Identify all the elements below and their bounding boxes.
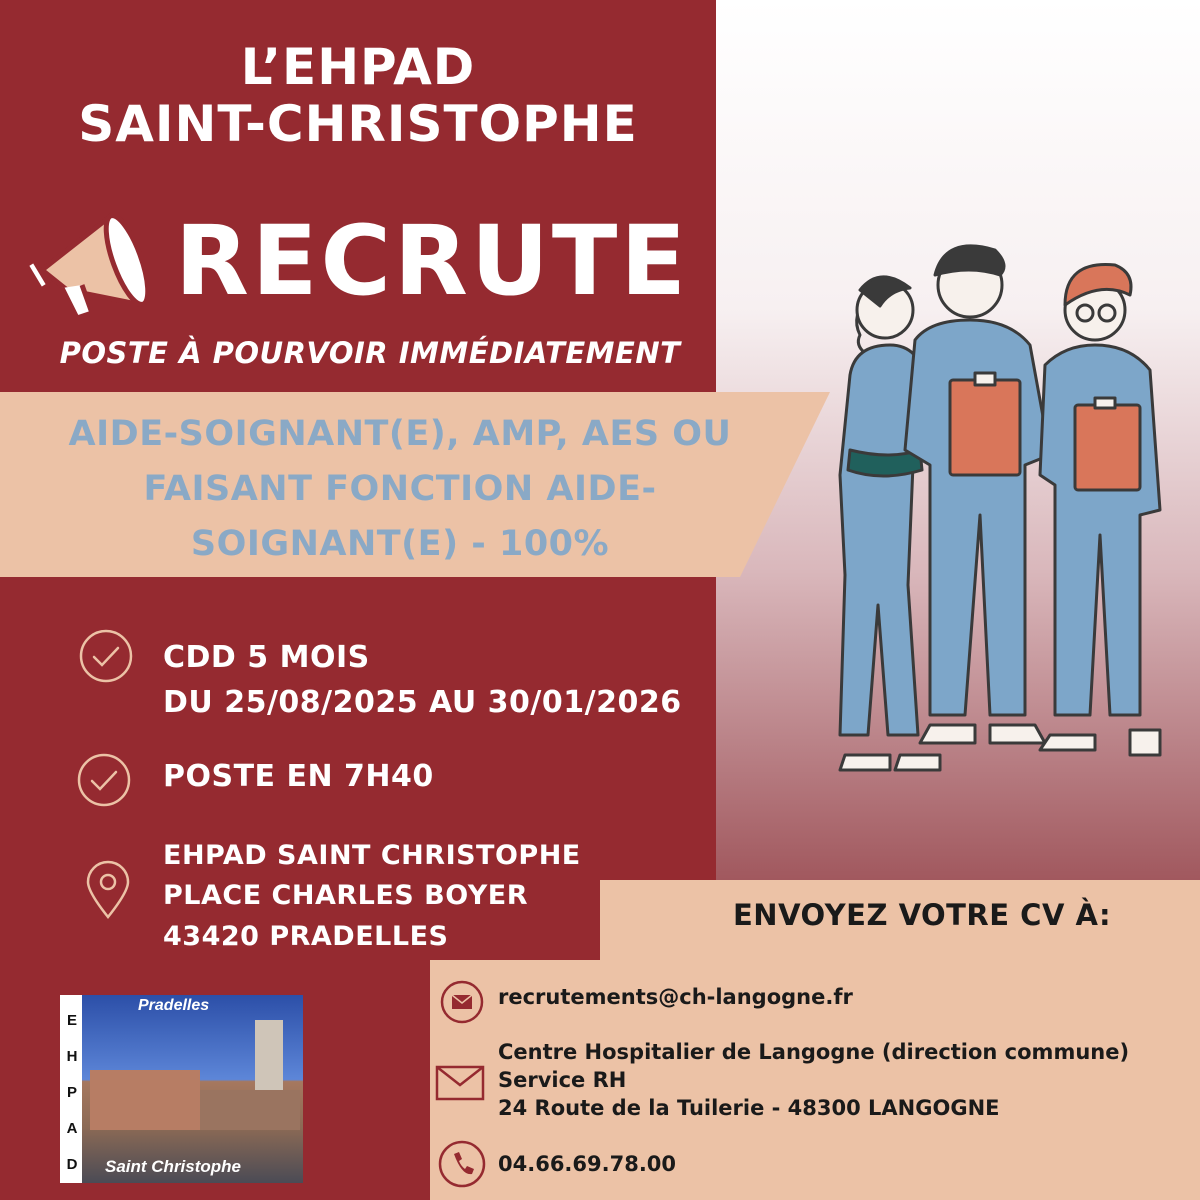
job-title: [20, 407, 780, 572]
headline-recrute: RECRUTE: [175, 205, 689, 317]
job-title-line: FAISANT FONCTION AIDE-: [143, 469, 657, 509]
photo-caption-bottom: Saint Christophe: [105, 1157, 242, 1176]
job-title-line: SOIGNANT(E) - 100%: [190, 524, 610, 564]
ehpad-photo: [60, 995, 303, 1183]
title-line-1: L’EHPAD: [240, 38, 476, 96]
postal-line-1: Centre Hospitalier de Langogne (direction commune): [498, 1040, 1130, 1064]
title-line-2: SAINT-CHRISTOPHE: [78, 95, 638, 153]
check-circle-icon: [76, 752, 132, 808]
contact-email[interactable]: recrutements@ch-langogne.fr: [498, 985, 853, 1009]
nurses-illustration: [810, 235, 1200, 795]
contract-type: CDD 5 MOIS: [163, 640, 370, 675]
subtitle: POSTE À POURVOIR IMMÉDIATEMENT: [59, 336, 681, 370]
postal-line-2: Service RH: [498, 1068, 627, 1092]
megaphone-icon: [22, 200, 157, 330]
photo-building: [90, 1070, 200, 1130]
location-pin-icon: [84, 860, 132, 920]
email-icon: [440, 980, 484, 1024]
postal-line-3: 24 Route de la Tuilerie - 48300 LANGOGNE: [498, 1096, 1000, 1120]
phone-icon: [438, 1140, 486, 1188]
photo-tower: [255, 1020, 283, 1100]
photo-side-letters: E H P A D: [66, 1012, 78, 1173]
send-cv-title: ENVOYEZ VOTRE CV À:: [733, 898, 1112, 932]
photo-caption-top: Pradelles: [138, 997, 210, 1014]
envelope-icon: [435, 1065, 485, 1101]
contact-phone[interactable]: 04.66.69.78.00: [498, 1152, 677, 1176]
check-circle-icon: [78, 628, 134, 684]
schedule: POSTE EN 7H40: [163, 759, 434, 794]
job-title-line: AIDE-SOIGNANT(E), AMP, AES OU: [68, 414, 732, 454]
address-line-2: PLACE CHARLES BOYER: [163, 880, 528, 911]
address-line-3: 43420 PRADELLES: [163, 921, 449, 952]
address-line-1: EHPAD SAINT CHRISTOPHE: [163, 840, 581, 871]
contract-dates: DU 25/08/2025 AU 30/01/2026: [163, 685, 682, 720]
